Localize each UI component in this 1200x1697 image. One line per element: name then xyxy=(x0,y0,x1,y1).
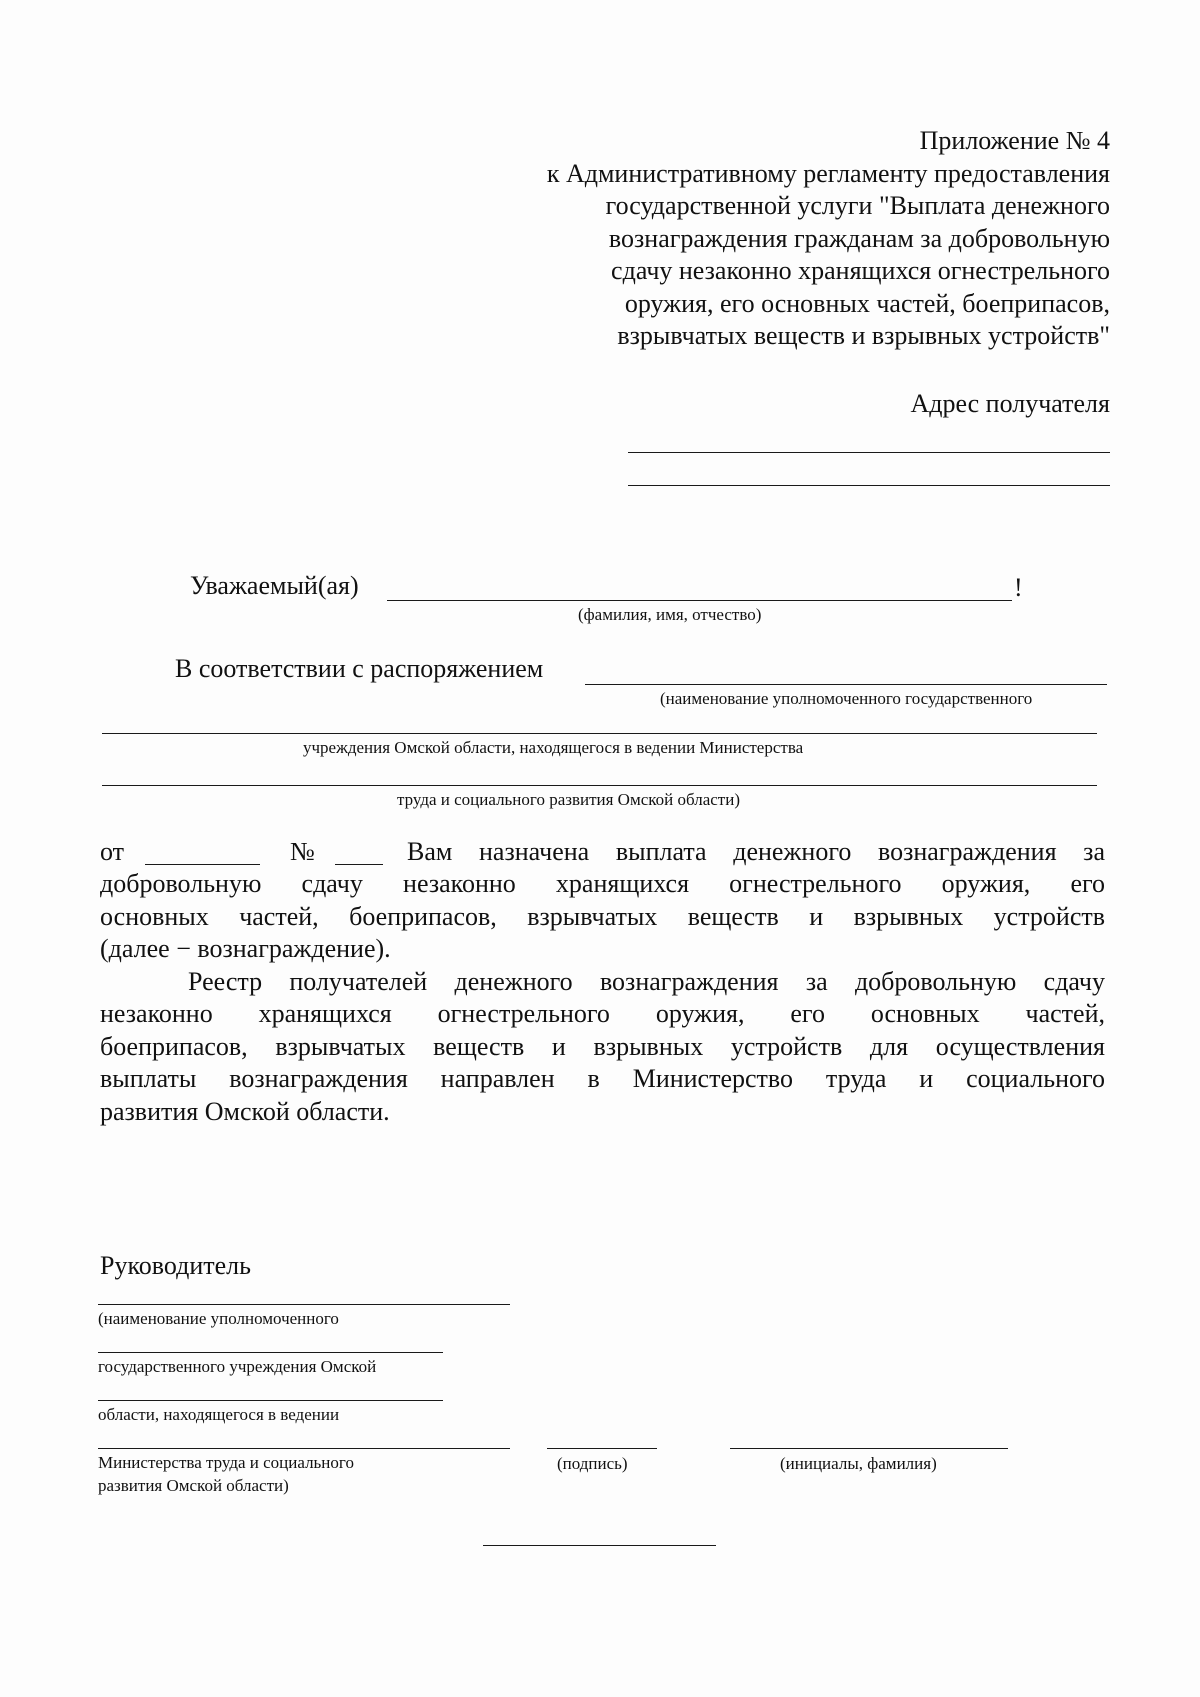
org-name-line-2[interactable] xyxy=(98,1352,443,1353)
paragraph-1 xyxy=(100,868,1105,966)
recipient-address-label: Адрес получателя xyxy=(910,389,1110,418)
org-hint-line: Министерства труда и социального xyxy=(98,1453,354,1472)
appendix-header xyxy=(420,125,1110,353)
address-line-1[interactable] xyxy=(628,452,1110,453)
head-title: Руководитель xyxy=(100,1251,251,1280)
paragraph-1-line: основных частей, боеприпасов, взрывчатых веществ и взрывных устройств xyxy=(100,901,1105,931)
greeting-hint: (фамилия, имя, отчество) xyxy=(578,605,762,624)
date-prefix: от xyxy=(100,837,125,866)
number-sign: № xyxy=(290,837,315,866)
order-hint-3: труда и социального развития Омской области) xyxy=(397,790,740,809)
order-org-line-1[interactable] xyxy=(585,684,1107,685)
appendix-header-line: сдачу незаконно хранящихся огнестрельного xyxy=(611,256,1110,285)
paragraph-2-line: боеприпасов, взрывчатых веществ и взрывных устройств для осуществления xyxy=(100,1031,1105,1061)
org-hint-line: (наименование уполномоченного xyxy=(98,1309,339,1328)
paragraph-2-line: выплаты вознаграждения направлен в Министерство труда и социального xyxy=(100,1064,1105,1093)
org-hint-line: развития Омской области) xyxy=(98,1476,289,1495)
paragraph-2-line: незаконно хранящихся огнестрельного оружия, его основных частей, xyxy=(100,999,1105,1028)
order-org-line-2[interactable] xyxy=(102,733,1097,734)
appendix-header-line: государственной услуги "Выплата денежного xyxy=(605,191,1110,220)
initials-surname-hint: (инициалы, фамилия) xyxy=(780,1454,937,1473)
appendix-number: Приложение № 4 xyxy=(919,126,1110,155)
address-line-2[interactable] xyxy=(628,485,1110,486)
bottom-blank-line xyxy=(483,1545,716,1546)
appendix-header-line: вознаграждения гражданам за добровольную xyxy=(608,223,1110,253)
order-org-line-3[interactable] xyxy=(102,785,1097,786)
paragraph-1-line: добровольную сдачу незаконно хранящихся огнестрельного оружия, его xyxy=(100,869,1105,898)
greeting-prefix: Уважаемый(ая) xyxy=(190,571,359,600)
appendix-header-line: оружия, его основных частей, боеприпасов, xyxy=(624,288,1110,318)
order-hint-2: учреждения Омской области, находящегося в ведении Министерства xyxy=(303,738,804,757)
signature-line[interactable] xyxy=(547,1448,657,1449)
org-name-line-1[interactable] xyxy=(98,1304,510,1305)
paragraph-2-line: Реестр получателей денежного вознаграждения за добровольную сдачу xyxy=(188,967,1105,996)
paragraph-2 xyxy=(100,998,1105,1128)
org-hint-line: области, находящегося в ведении xyxy=(98,1405,340,1424)
org-hint-line: государственного учреждения Омской xyxy=(98,1357,377,1376)
initials-surname-line[interactable] xyxy=(730,1448,1008,1449)
org-name-line-4[interactable] xyxy=(98,1448,510,1449)
paragraph-1-line: Вам назначена выплата денежного вознаграждения за xyxy=(407,837,1105,866)
paragraph-2-line: развития Омской области. xyxy=(100,1096,390,1126)
appendix-header-line: к Административному регламенту предоставления xyxy=(546,158,1110,188)
order-hint-1: (наименование уполномоченного государственного xyxy=(660,689,1033,708)
order-date-line[interactable] xyxy=(145,864,260,865)
signature-hint: (подпись) xyxy=(557,1454,628,1473)
greeting-name-line[interactable] xyxy=(387,600,1012,601)
order-prefix: В соответствии с распоряжением xyxy=(175,654,544,683)
greeting-suffix: ! xyxy=(1014,573,1023,602)
org-name-line-3[interactable] xyxy=(98,1400,443,1401)
order-number-line[interactable] xyxy=(335,864,383,865)
appendix-header-line: взрывчатых веществ и взрывных устройств" xyxy=(617,321,1110,350)
paragraph-1-line: (далее − вознаграждение). xyxy=(100,934,391,963)
